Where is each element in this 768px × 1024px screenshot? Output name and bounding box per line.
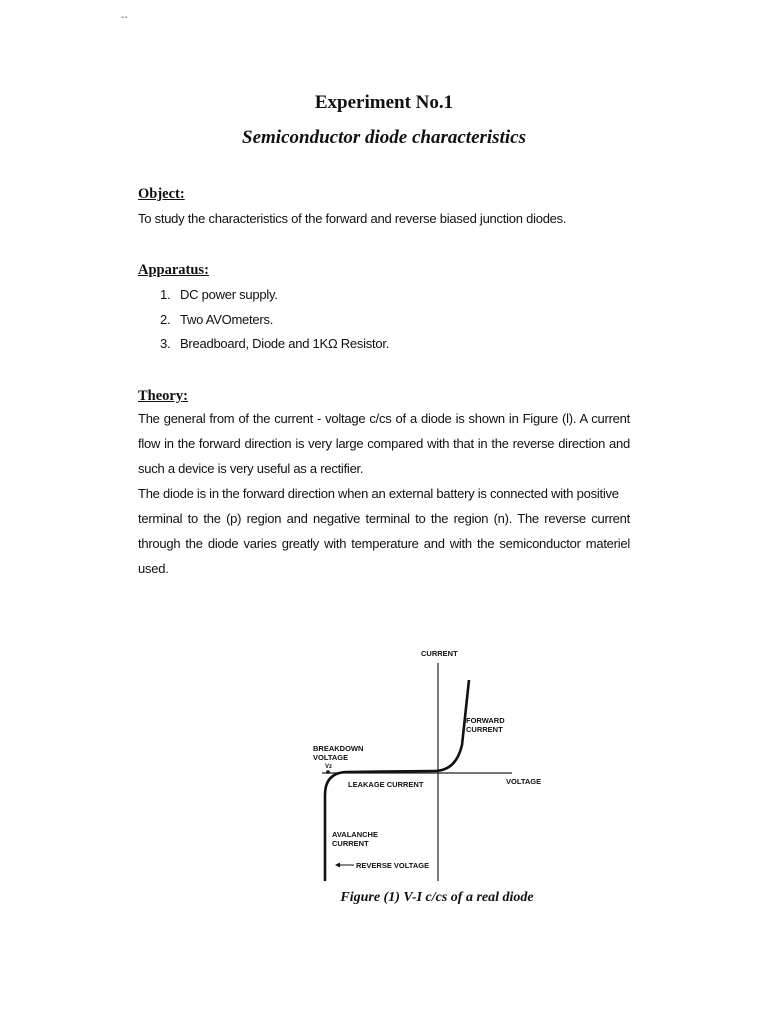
vi-curve-diagram bbox=[306, 645, 556, 885]
theory-text bbox=[138, 406, 630, 581]
breakdown-point bbox=[326, 770, 330, 774]
list-number: 2. bbox=[160, 311, 171, 327]
page-title: Experiment No.1 bbox=[314, 92, 454, 113]
list-text: Two AVOmeters. bbox=[180, 311, 274, 327]
apparatus-heading: Apparatus: bbox=[138, 262, 209, 278]
diode-vi-figure bbox=[306, 645, 556, 890]
theory-paragraph: terminal to the (p) region and negative terminal to the region (n). The reverse current through the diode varies greatly with temperature and with the semiconductor materiel used. bbox=[138, 511, 630, 576]
theory-heading: Theory: bbox=[138, 388, 188, 404]
label-forward-1: FORWARD bbox=[466, 716, 505, 725]
list-item bbox=[160, 312, 389, 337]
list-text: Breadboard, Diode and 1KΩ Resistor. bbox=[180, 336, 390, 351]
label-vz: Vz bbox=[325, 764, 333, 770]
label-current: CURRENT bbox=[421, 649, 458, 658]
apparatus-list bbox=[160, 287, 389, 361]
theory-paragraph: The diode is in the forward direction when an external battery is connected with positive bbox=[138, 486, 619, 501]
object-text: To study the characteristics of the forward and reverse biased junction diodes. bbox=[138, 211, 567, 226]
label-avalanche-2: CURRENT bbox=[332, 839, 369, 848]
list-number: 3. bbox=[160, 336, 171, 351]
list-item bbox=[160, 336, 389, 361]
label-forward-2: CURRENT bbox=[466, 725, 503, 734]
label-reverse: REVERSE VOLTAGE bbox=[356, 861, 430, 870]
reverse-arrow-icon bbox=[335, 863, 340, 868]
list-text: DC power supply. bbox=[180, 287, 278, 302]
theory-paragraph: The general from of the current - voltage c/cs of a diode is shown in Figure (l). A current flow in the forward direction is very large compared with that in the reverse direction and such a device is very useful as a rectifier. bbox=[138, 411, 630, 476]
label-avalanche-1: AVALANCHE bbox=[332, 830, 378, 839]
label-breakdown-1: BREAKDOWN bbox=[313, 744, 364, 753]
label-voltage: VOLTAGE bbox=[506, 777, 542, 786]
corner-mark: -- bbox=[121, 12, 128, 23]
figure-caption: Figure (1) V-I c/cs of a real diode bbox=[340, 890, 534, 905]
object-heading: Object: bbox=[138, 186, 185, 202]
label-leakage: LEAKAGE CURRENT bbox=[348, 780, 424, 789]
list-item bbox=[160, 287, 389, 312]
list-number: 1. bbox=[160, 287, 171, 302]
label-breakdown-2: VOLTAGE bbox=[313, 753, 349, 762]
page-subtitle: Semiconductor diode characteristics bbox=[242, 127, 526, 148]
